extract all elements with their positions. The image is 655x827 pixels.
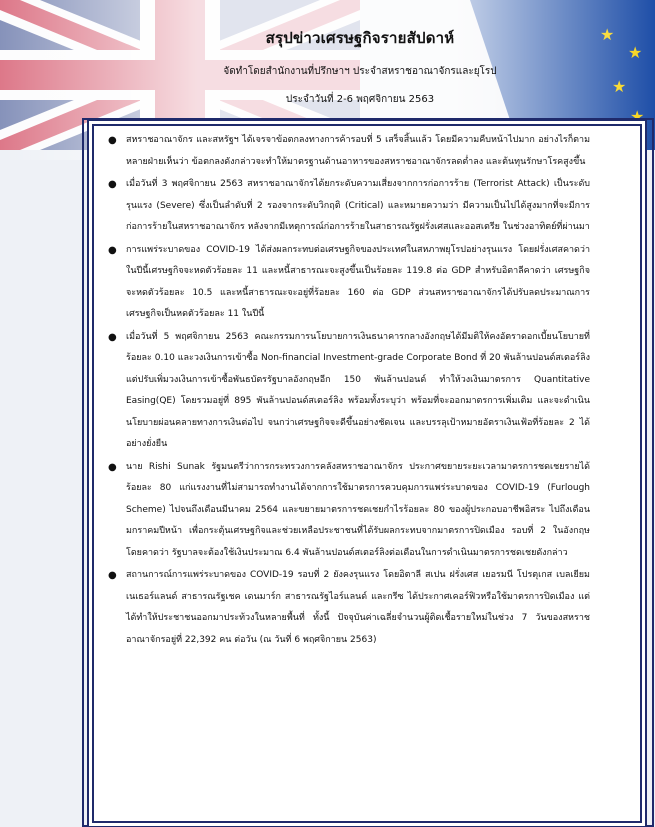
bullet-icon: ● bbox=[108, 331, 117, 343]
news-text: เมื่อวันที่ 3 พฤศจิกายน 2563 สหราชอาณาจักรได้ยกระดับความเสี่ยงจากการก่อการร้าย (Terrorist Attack) เป็นระดับรุนแรง (Severe) ซึ่งเป็นลำดับที่ 2 รองจากระดับวิกฤติ (Critical) และหมายความว่า มีความเป็นไปได้สูงมากที่จะมีการก่อการร้ายในสหราชอาณาจักร หลังจากมีเหตุการณ์ก่อการร้ายในสาธารณรัฐฝรั่งเศสและออสเตรีย ในช่วงอาทิตย์ที่ผ่านมา bbox=[126, 179, 590, 232]
news-item-3 bbox=[108, 240, 590, 326]
news-text: สหราชอาณาจักร และสหรัฐฯ ได้เจรจาข้อตกลงทางการค้ารอบที่ 5 เสร็จสิ้นแล้ว โดยมีความคืบหน้าไปมาก อย่างไรก็ตาม หลายฝ่ายเห็นว่า ข้อตกลงดังกล่าวจะทำให้มาตรฐานด้านอาหารของสหราชอาณาจักรลดต่ำลง และต้นทุนรักษาโรคสูงขึ้น bbox=[126, 135, 590, 167]
news-text: การแพร่ระบาดของ COVID-19 ได้ส่งผลกระทบต่อเศรษฐกิจของประเทศในสหภาพยุโรปอย่างรุนแรง โดยฝรั่งเศสคาดว่า ในปีนี้เศรษฐกิจจะหดตัวร้อยละ 11 และหนี้สาธารณะจะสูงขึ้นเป็นร้อยละ 119.8 ต่อ GDP สำหรับอิตาลีคาดว่า เศรษฐกิจจะหดตัวร้อยละ 10.5 และหนี้สาธารณะจะอยู่ที่ร้อยละ 160 ต่อ GDP ส่วนสหราชอาณาจักรได้ปรับลดประมาณการเศรษฐกิจเป็นหดตัวร้อยละ 11 ในปีนี้ bbox=[126, 244, 590, 319]
news-item-5 bbox=[108, 457, 590, 565]
news-text: สถานการณ์การแพร่ระบาดของ COVID-19 รอบที่ 2 ยังคงรุนแรง โดยอิตาลี สเปน ฝรั่งเศส เยอรมนี โปรตุเกส เบลเยียม เนเธอร์แลนด์ สาธารณรัฐเชค เดนมาร์ก สาธารณรัฐไอร์แลนด์ และกรีซ ได้ประกาศเคอร์ฟิวหรือใช้มาตรการปิดเมือง แต่ได้ทำให้ประชาชนออกมาประท้วงในหลายพื้นที่ ทั้งนี้ ปัจจุบันค่าเฉลี่ยจำนวนผู้ติดเชื้อรายใหม่ในช่วง 7 วันของสหราชอาณาจักรอยู่ที่ 22,392 คน ต่อวัน (ณ วันที่ 6 พฤศจิกายน 2563) bbox=[126, 570, 590, 645]
news-item-6 bbox=[108, 565, 590, 651]
news-content bbox=[108, 130, 590, 652]
news-text: นาย Rishi Sunak รัฐมนตรีว่าการกระทรวงการคลังสหราชอาณาจักร ประกาศขยายระยะเวลามาตรการชดเชยรายได้ร้อยละ 80 แก่แรงงานที่ไม่สามารถทำงานได้จากการใช้มาตรการควบคุมการแพร่ระบาดของ COVID-19 (Furlough Scheme) ไปจนถึงเดือนมีนาคม 2564 และขยายมาตรการชดเชยกำไรร้อยละ 80 ของผู้ประกอบอาชีพอิสระ ไปถึงเดือนมกราคมปีหน้า เพื่อกระตุ้นเศรษฐกิจและช่วยเหลือประชาชนที่ได้รับผลกระทบจากมาตรการปิดเมือง รอบที่ 2 ในอังกฤษ โดยคาดว่า รัฐบาลจะต้องใช้เงินประมาณ 6.4 พันล้านปอนด์สเตอร์ลิงต่อเดือนในการดำเนินมาตรการชดเชยดังกล่าว bbox=[126, 461, 590, 558]
bullet-icon: ● bbox=[108, 570, 117, 581]
report-date: ประจำวันที่ 2-6 พฤศจิกายน 2563 bbox=[285, 94, 435, 105]
bullet-icon: ● bbox=[108, 135, 117, 146]
news-item-1 bbox=[108, 130, 590, 173]
page-title: สรุปข่าวเศรษฐกิจรายสัปดาห์ bbox=[265, 29, 455, 47]
page-subtitle: จัดทำโดยสำนักงานที่ปรึกษาฯ ประจำสหราชอาณาจักรและยุโรป bbox=[223, 66, 497, 77]
news-list bbox=[108, 130, 590, 651]
report-header bbox=[150, 26, 570, 120]
bullet-icon: ● bbox=[108, 461, 117, 473]
news-text: เมื่อวันที่ 5 พฤศจิกายน 2563 คณะกรรมการนโยบายการเงินธนาคารกลางอังกฤษได้มีมติให้คงอัตราดอกเบี้ยนโยบายที่ร้อยละ 0.10 และวงเงินการเข้าซื้อ Non-financial Investment-grade Corporate Bond ที่ 20 พันล้านปอนด์สเตอร์ลิง แต่ปรับเพิ่มวงเงินการเข้าซื้อพันธบัตรรัฐบาลอังกฤษอีก 150 พันล้านปอนด์ ทำให้วงเงินมาตรการ Quantitative Easing(QE) โดยรวมอยู่ที่ 895 พันล้านปอนด์สเตอร์ลิง พร้อมทั้งระบุว่า พร้อมที่จะออกมาตรการเพิ่มเติม และจะดำเนินนโยบายผ่อนคลายทางการเงินต่อไป จนกว่าเศรษฐกิจจะดีขึ้นอย่างชัดเจน และบรรลุเป้าหมายอัตราเงินเฟ้อที่ร้อยละ 2 ได้อย่างยั่งยืน bbox=[126, 331, 590, 449]
bullet-icon: ● bbox=[108, 179, 117, 190]
news-item-4 bbox=[108, 327, 590, 456]
news-item-2 bbox=[108, 174, 590, 239]
bullet-icon: ● bbox=[108, 244, 117, 256]
